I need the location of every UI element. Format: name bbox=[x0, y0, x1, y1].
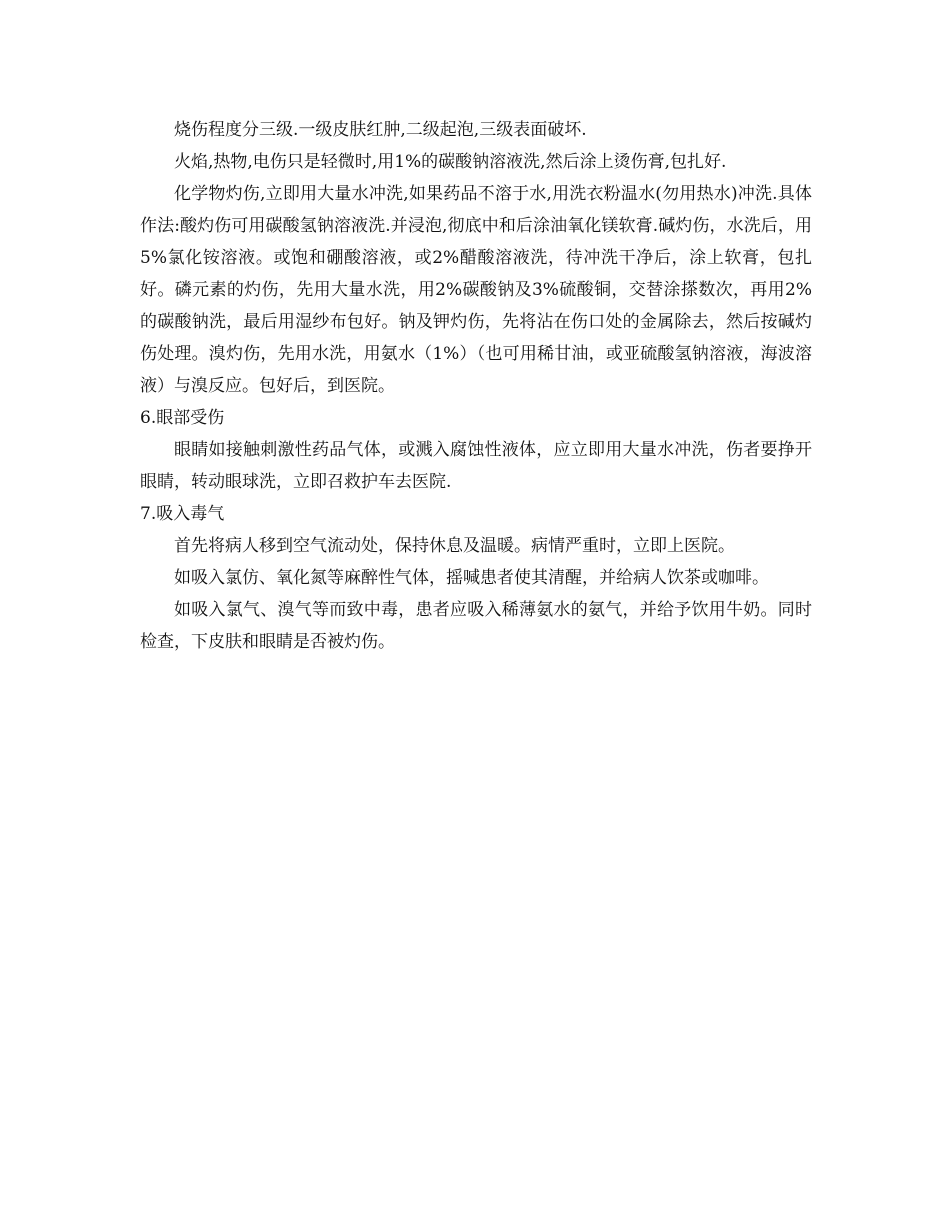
paragraph-eye-injury: 眼睛如接触刺激性药品气体，或溅入腐蚀性液体，应立即用大量水冲洗，伤者要挣开眼睛，转动眼球洗，立即召救护车去医院. bbox=[140, 440, 812, 492]
paragraph-anesthetic-gas: 如吸入氯仿、氧化氮等麻醉性气体，摇喊患者使其清醒，并给病人饮茶或咖啡。 bbox=[174, 568, 769, 588]
section-heading-toxic-gas: 7.吸入毒气 bbox=[140, 504, 225, 524]
paragraph-chemical-burn: 化学物灼伤,立即用大量水冲洗,如果药品不溶于水,用洗衣粉温水(勿用热水)冲洗.具体作法:酸灼伤可用碳酸氢钠溶液洗.并浸泡,彻底中和后涂油氧化镁软膏.碱灼伤，水洗后，用5%氯化铵溶液。或饱和硼酸溶液，或2%醋酸溶液洗，待冲洗干净后，涂上软膏，包扎好。磷元素的灼伤，先用大量水洗，用2%碳酸钠及3%硫酸铜，交替涂搽数次，再用2%的碳酸钠洗，最后用湿纱布包好。钠及钾灼伤，先将沾在伤口处的金属除去，然后按碱灼伤处理。溴灼伤，先用水洗，用氨水（1%）（也可用稀甘油，或亚硫酸氢钠溶液，海波溶液）与溴反应。包好后，到医院。 bbox=[140, 184, 812, 396]
paragraph-thermal-burn: 火焰,热物,电伤只是轻微时,用1%的碳酸钠溶液洗,然后涂上烫伤膏,包扎好. bbox=[174, 152, 727, 172]
section-heading-eye-injury: 6.眼部受伤 bbox=[140, 408, 225, 428]
paragraph-toxic-gas-general: 首先将病人移到空气流动处，保持休息及温暖。病情严重时，立即上医院。 bbox=[174, 536, 735, 556]
paragraph-burn-degrees: 烧伤程度分三级.一级皮肤红肿,二级起泡,三级表面破坏. bbox=[174, 120, 587, 140]
document-body bbox=[140, 114, 812, 658]
paragraph-chlorine-bromine: 如吸入氯气、溴气等而致中毒，患者应吸入稀薄氨水的氨气，并给予饮用牛奶。同时检查，下皮肤和眼睛是否被灼伤。 bbox=[140, 600, 812, 652]
